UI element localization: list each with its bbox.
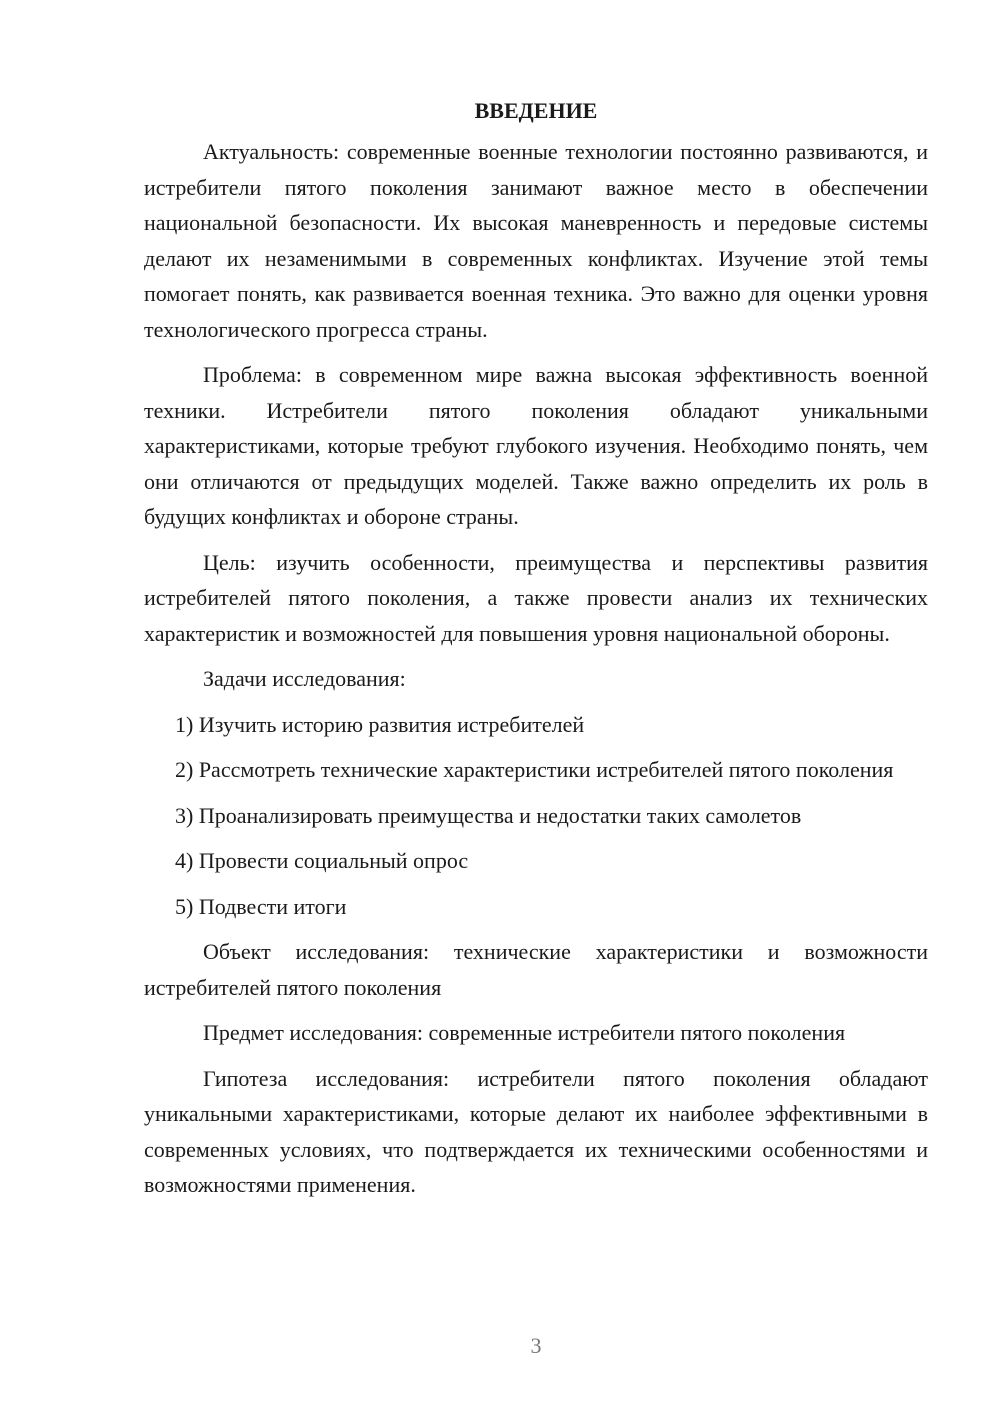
subject-paragraph: Предмет исследования: современные истребители пятого поколения: [203, 1020, 846, 1045]
task-item-1: 1) Изучить историю развития истребителей: [175, 711, 585, 737]
page-number: 3: [530, 1333, 542, 1358]
relevance-paragraph: Актуальность: современные военные технологии постоянно развиваются, и истребители пятого поколения занимают важное место в обеспечении национальной безопасности. Их высокая маневренность и передовые системы делают их незаменимыми в современных конфликтах. Изучение этой темы помогает понять, как развивается военная техника. Это важно для оценки уровня технологического прогресса страны.: [144, 139, 928, 342]
object-paragraph: Объект исследования: технические характеристики и возможности истребителей пятого поколения: [144, 939, 928, 1000]
section-heading: ВВЕДЕНИЕ: [474, 98, 598, 123]
problem-paragraph: Проблема: в современном мире важна высокая эффективность военной техники. Истребители пятого поколения обладают уникальными характеристиками, которые требуют глубокого изучения. Необходимо понять, чем они отличаются от предыдущих моделей. Также важно определить их роль в будущих конфликтах и обороне страны.: [144, 362, 928, 529]
task-item-5: 5) Подвести итоги: [175, 893, 347, 919]
hypothesis-paragraph: Гипотеза исследования: истребители пятого поколения обладают уникальными характеристиками, которые делают их наиболее эффективными в современных условиях, что подтверждается их техническими особенностями и возможностями применения.: [144, 1065, 928, 1197]
task-item-2: 2) Рассмотреть технические характеристики истребителей пятого поколения: [175, 757, 894, 782]
task-item-4: 4) Провести социальный опрос: [175, 848, 469, 873]
goal-paragraph: Цель: изучить особенности, преимущества и перспективы развития истребителей пятого поколения, а также провести анализ их технических характеристик и возможностей для повышения уровня национальной обороны.: [144, 549, 928, 646]
tasks-heading: Задачи исследования:: [203, 666, 406, 691]
page-content: [144, 93, 928, 1203]
task-item-3: 3) Проанализировать преимущества и недостатки таких самолетов: [175, 802, 802, 828]
